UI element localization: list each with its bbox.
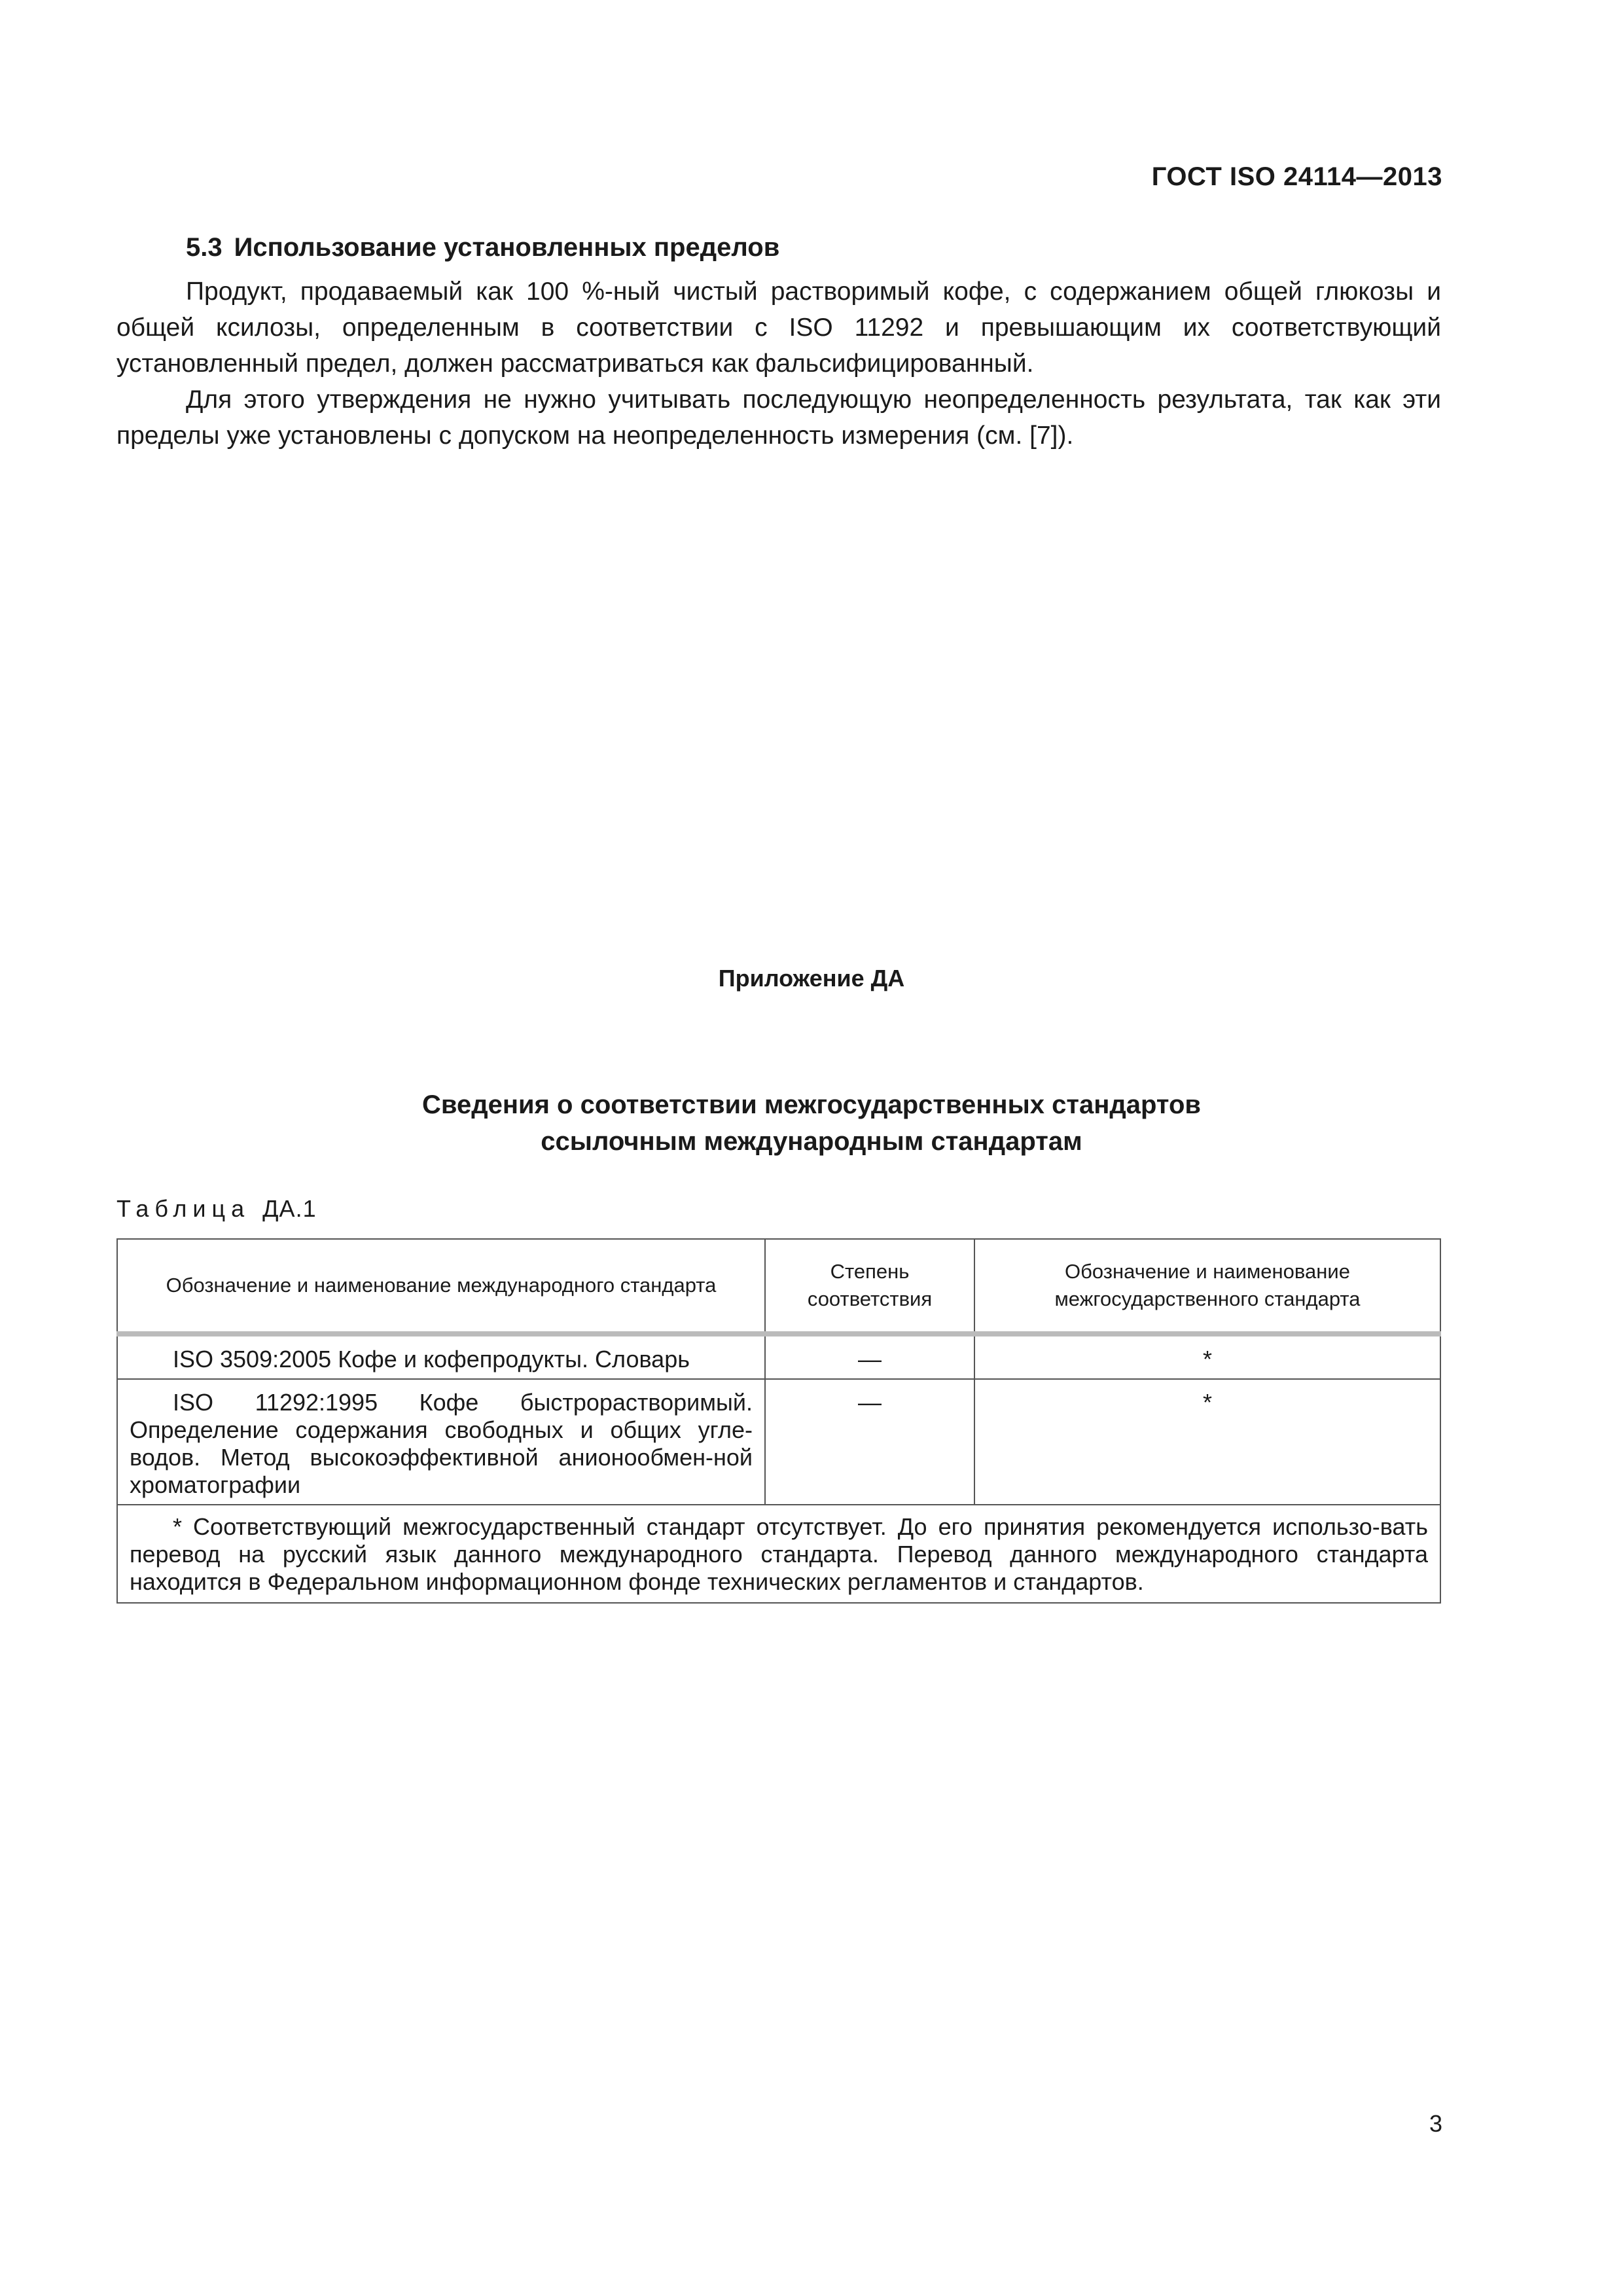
section-number: 5.3 xyxy=(186,233,223,262)
cell-international-standard: ISO 11292:1995 Кофе быстрорастворимый. Определение содержания свободных и общих угле-водов. Метод высокоэффективной анионообмен-ной хроматографии xyxy=(117,1379,765,1505)
document-code: ГОСТ ISO 24114—2013 xyxy=(1151,162,1442,191)
annex-title-line: ссылочным международным стандартам xyxy=(541,1127,1082,1156)
table-caption xyxy=(116,1195,317,1223)
cell-interstate-standard: * xyxy=(974,1334,1440,1379)
table-footnote-row xyxy=(117,1505,1440,1603)
annex-title xyxy=(0,1086,1623,1160)
cell-international-standard: ISO 3509:2005 Кофе и кофепродукты. Словарь xyxy=(117,1334,765,1379)
annex-title-line: Сведения о соответствии межгосударственных стандартов xyxy=(422,1090,1201,1119)
header-degree-of-correspondence: Степень соответствия xyxy=(765,1239,974,1334)
section-heading xyxy=(186,229,1441,266)
paragraph: Для этого утверждения не нужно учитывать последующую неопределенность результата, так как эти пределы уже установлены с допуском на неопределенность измерения (см. [7]). xyxy=(116,386,1441,450)
cell-interstate-standard: * xyxy=(974,1379,1440,1505)
annex-label: Приложение ДА xyxy=(718,965,905,992)
correspondence-table xyxy=(116,1238,1441,1604)
table-header-row xyxy=(117,1239,1440,1334)
header-international-standard: Обозначение и наименование международного стандарта xyxy=(117,1239,765,1334)
table-caption-number: ДА.1 xyxy=(262,1195,317,1222)
table-caption-word: Таблица xyxy=(116,1195,251,1222)
cell-degree: — xyxy=(765,1334,974,1379)
table-row xyxy=(117,1334,1440,1379)
section-5-3 xyxy=(116,229,1441,454)
cell-degree: — xyxy=(765,1379,974,1505)
header-interstate-standard: Обозначение и наименование межгосударственного стандарта xyxy=(974,1239,1440,1334)
table-row xyxy=(117,1379,1440,1505)
page-number: 3 xyxy=(1429,2110,1442,2137)
paragraph: Продукт, продаваемый как 100 %-ный чистый растворимый кофе, с содержанием общей глюкозы и общей ксилозы, определенным в соответствии с ISO 11292 и превышающим их соответствующий установленный предел, должен рассматриваться как фальсифицированный. xyxy=(116,278,1441,378)
table-footnote: * Соответствующий межгосударственный стандарт отсутствует. До его принятия рекомендуется использо-вать перевод на русский язык данного международного стандарта. Перевод данного международного стандарта находится в Федеральном информационном фонде технических регламентов и стандартов. xyxy=(117,1505,1440,1603)
section-title: Использование установленных пределов xyxy=(234,233,780,262)
